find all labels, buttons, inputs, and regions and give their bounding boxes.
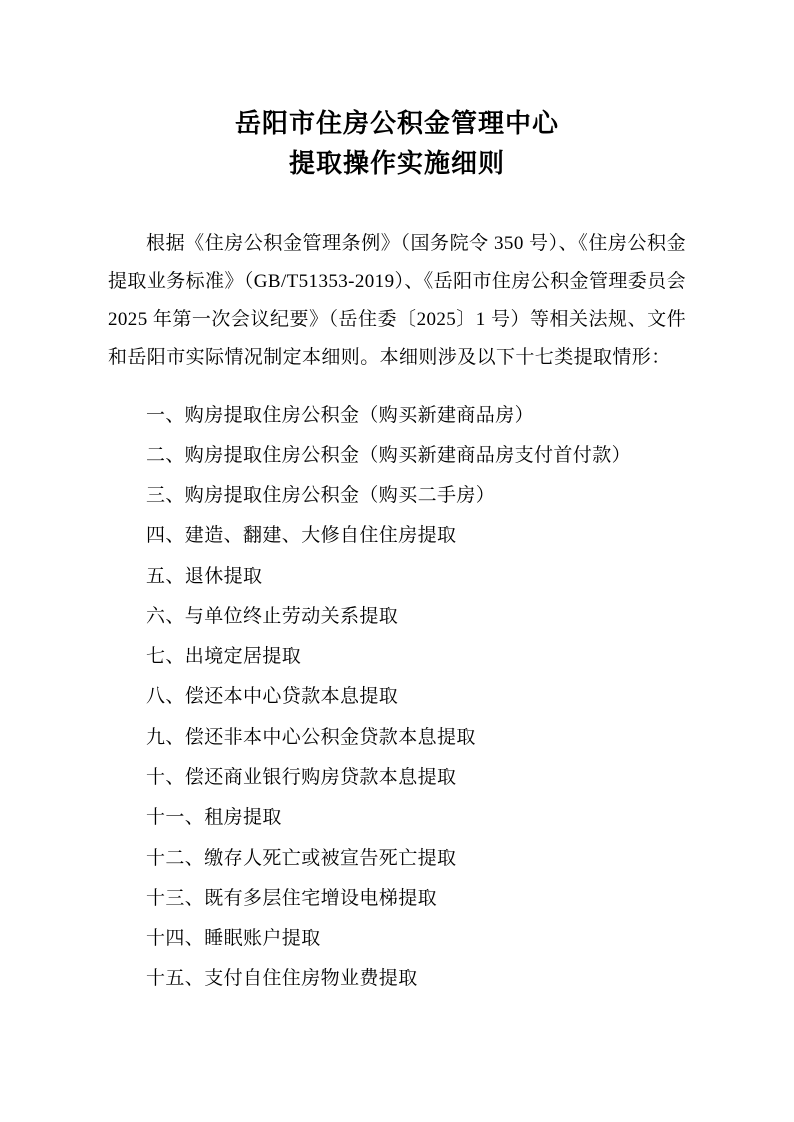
list-item: 十、偿还商业银行购房贷款本息提取 <box>146 766 457 788</box>
page-title-line-2: 提取操作实施细则 <box>288 149 505 179</box>
list-item: 一、购房提取住房公积金（购买新建商品房） <box>146 404 535 426</box>
list-item: 十一、租房提取 <box>146 807 282 829</box>
list-item: 五、退休提取 <box>146 565 263 587</box>
list-item: 十五、支付自住住房物业费提取 <box>146 968 418 990</box>
page-title <box>108 96 686 185</box>
list-item: 六、与单位终止劳动关系提取 <box>146 605 399 627</box>
list-item: 二、购房提取住房公积金（购买新建商品房支付首付款） <box>146 444 632 466</box>
list-item: 十二、缴存人死亡或被宣告死亡提取 <box>146 847 457 869</box>
list-item: 九、偿还非本中心公积金贷款本息提取 <box>146 726 476 748</box>
list-item: 十四、睡眠账户提取 <box>146 928 321 950</box>
extraction-scenarios-list <box>108 396 686 1000</box>
page-title-line-1: 岳阳市住房公积金管理中心 <box>234 109 559 138</box>
list-item: 八、偿还本中心贷款本息提取 <box>146 686 399 708</box>
list-item: 四、建造、翻建、大修自住住房提取 <box>146 525 457 547</box>
intro-paragraph: 根据《住房公积金管理条例》（国务院令 350 号）、《住房公积金提取业务标准》（GB/T51353-2019）、《岳阳市住房公积金管理委员会 2025 年第一次会议纪要》（岳住委〔2025〕1 号）等相关法规、文件和岳阳市实际情况制定本细则。本细则涉及以下十七类提取情形： <box>108 232 686 368</box>
list-item: 七、出境定居提取 <box>146 646 302 668</box>
list-item: 十三、既有多层住宅增设电梯提取 <box>146 887 438 909</box>
list-item: 三、购房提取住房公积金（购买二手房） <box>146 485 496 507</box>
